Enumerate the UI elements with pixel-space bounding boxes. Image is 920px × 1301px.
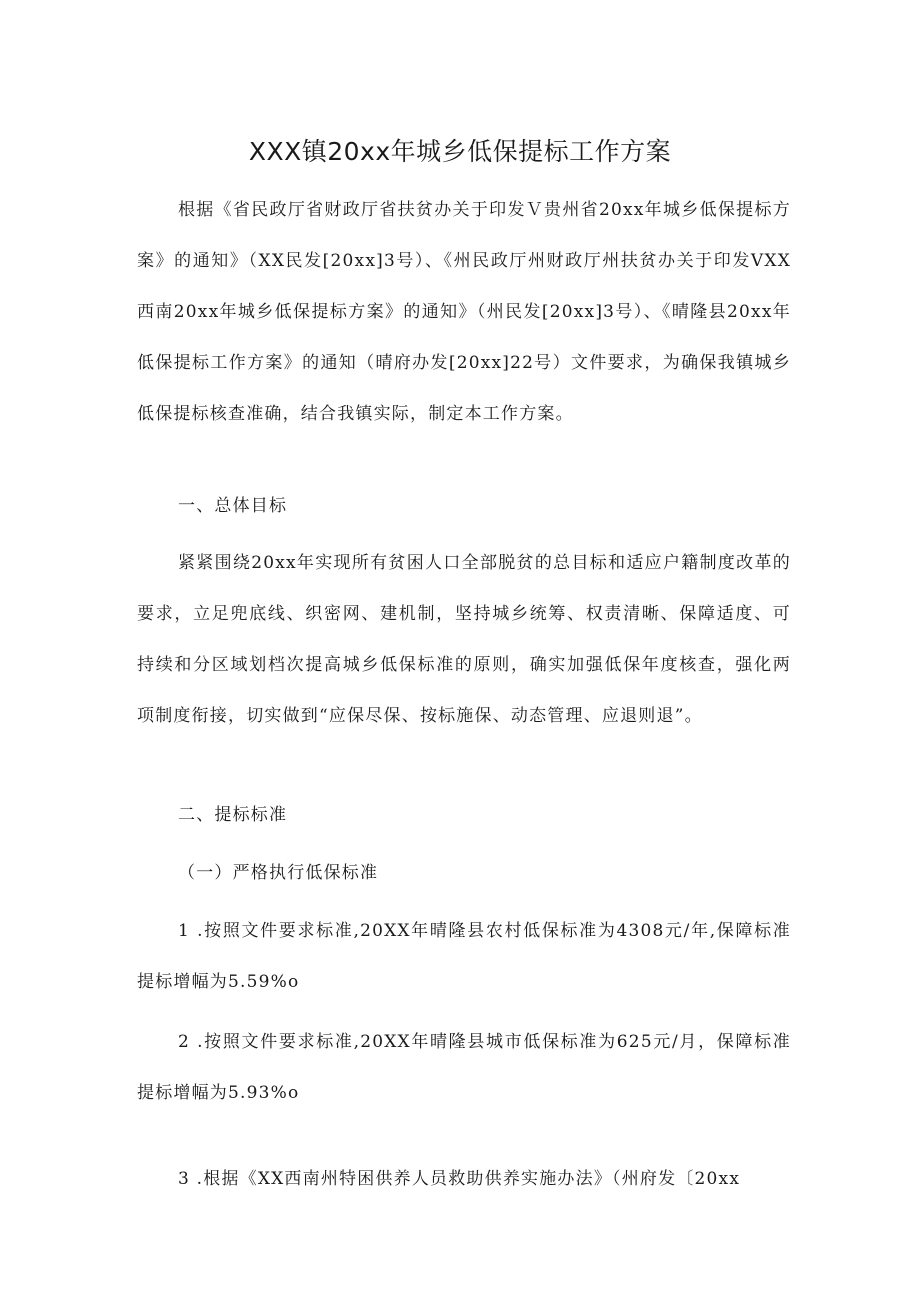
intro-paragraph: 根据《省民政厅省财政厅省扶贫办关于印发Ｖ贵州省20xx年城乡低保提标方案》的通知》（XX民发[20xx]3号）、《州民政厅州财政厅州扶贫办关于印发VXX西南20xx年城乡低保提标方案》的通知》（州民发[20xx]3号）、《晴隆县20xx年低保提标工作方案》的通知（晴府办发[20xx]22号）文件要求，为确保我镇城乡低保提标核查准确，结合我镇实际，制定本工作方案。 — [137, 200, 791, 424]
subsection-heading-strict-standard: （一）严格执行低保标准 — [178, 863, 379, 883]
list-item-urban-standard: 2 .按照文件要求标准,20XX年晴隆县城市低保标准为625元/月，保障标准提标增幅为5.93%o — [137, 1032, 791, 1103]
section-heading-overall-goal: 一、总体目标 — [178, 496, 288, 516]
section-heading-standards: 二、提标标准 — [178, 805, 288, 825]
list-item-special-support: 3 .根据《XX西南州特困供养人员救助供养实施办法》（州府发〔20xx — [178, 1169, 741, 1189]
document-title: XXX镇20xx年城乡低保提标工作方案 — [248, 137, 672, 166]
overall-goal-paragraph: 紧紧围绕20xx年实现所有贫困人口全部脱贫的总目标和适应户籍制度改革的要求，立足兜底线、织密网、建机制，坚持城乡统筹、权责清晰、保障适度、可持续和分区域划档次提高城乡低保标准的原则，确实加强低保年度核查，强化两项制度衔接，切实做到“应保尽保、按标施保、动态管理、应退则退”。 — [137, 553, 791, 726]
list-item-rural-standard: 1 .按照文件要求标准,20XX年晴隆县农村低保标准为4308元/年,保障标准提标增幅为5.59%o — [137, 921, 791, 992]
